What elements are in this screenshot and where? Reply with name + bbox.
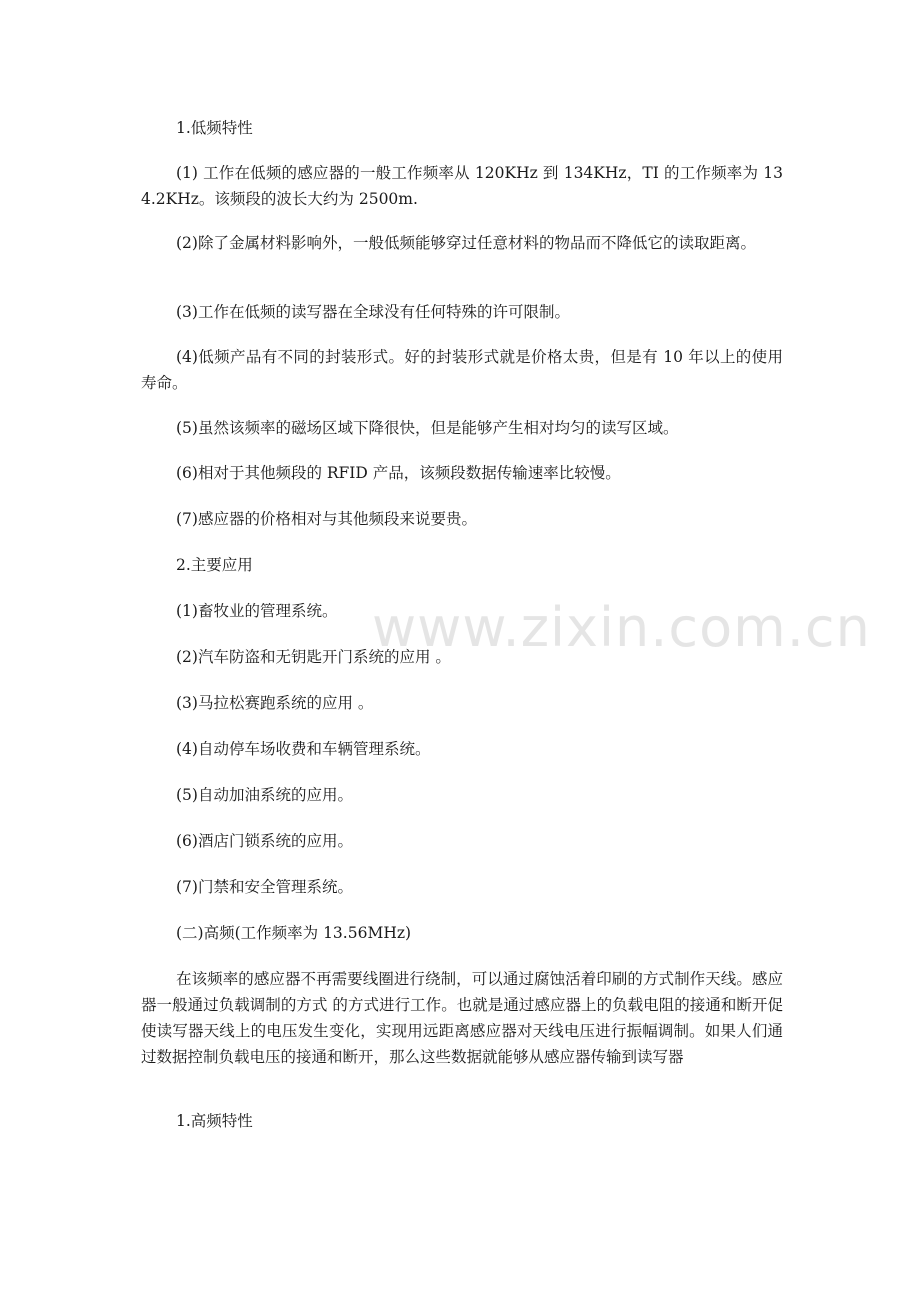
heading-main-applications: 2.主要应用 [176,556,253,574]
application-item-2: (2)汽车防盗和无钥匙开门系统的应用 。 [176,648,451,666]
heading-low-frequency-characteristics: 1.低频特性 [176,119,253,137]
heading-high-frequency-characteristics: 1.高频特性 [176,1112,253,1130]
application-item-7: (7)门禁和安全管理系统。 [176,878,353,896]
watermark: www.zixin.com.cn [372,596,871,659]
paragraph-item-6: (6)相对于其他频段的 RFID 产品，该频段数据传输速率比较慢。 [176,464,621,482]
paragraph-item-5: (5)虽然该频率的磁场区域下降很快，但是能够产生相对均匀的读写区域。 [176,419,679,437]
paragraph-item-4: (4)低频产品有不同的封装形式。好的封装形式就是价格太贵，但是有 10 年以上的使用寿命。 [141,348,783,392]
paragraph-item-7: (7)感应器的价格相对与其他频段来说要贵。 [176,510,477,528]
application-item-1: (1)畜牧业的管理系统。 [176,602,338,620]
paragraph-item-3: (3)工作在低频的读写器在全球没有任何特殊的许可限制。 [176,303,570,321]
heading-high-frequency: (二)高频(工作频率为 13.56MHz) [176,924,412,942]
application-item-5: (5)自动加油系统的应用。 [176,786,353,804]
application-item-3: (3)马拉松赛跑系统的应用 。 [176,694,374,712]
application-item-4: (4)自动停车场收费和车辆管理系统。 [176,740,431,758]
paragraph-item-1: (1) 工作在低频的感应器的一般工作频率从 120KHz 到 134KHz，TI 的工作频率为 134.2KHz。该频段的波长大约为 2500m. [141,164,783,208]
paragraph-item-2: (2)除了金属材料影响外，一般低频能够穿过任意材料的物品而不降低它的读取距离。 [176,234,756,252]
application-item-6: (6)酒店门锁系统的应用。 [176,832,353,850]
paragraph-high-frequency-description: 在该频率的感应器不再需要线圈进行绕制，可以通过腐蚀活着印刷的方式制作天线。感应器一般通过负载调制的方式 的方式进行工作。也就是通过感应器上的负载电阻的接通和断开促使读写器天线上的电压发生变化，实现用远距离感应器对天线电压进行振幅调制。如果人们通过数据控制负载电压的接通和断开，那么这些数据就能够从感应器传输到读写器 [141,970,783,1066]
